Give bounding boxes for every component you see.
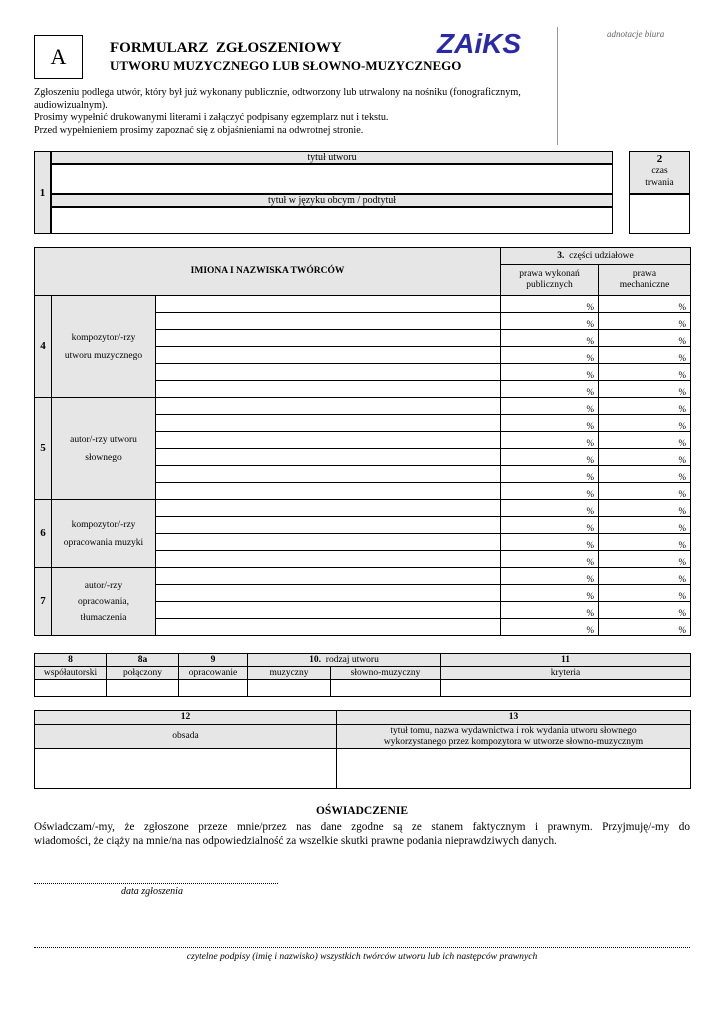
mechanical-share-input[interactable]: % bbox=[599, 330, 691, 347]
section-13-number: 13 bbox=[337, 711, 691, 725]
office-notes-label: adnotacje biura bbox=[607, 29, 665, 39]
performance-share-input[interactable]: % bbox=[501, 449, 599, 466]
name-input[interactable] bbox=[156, 296, 501, 313]
musical-label: muzyczny bbox=[248, 667, 331, 680]
performance-share-input[interactable]: % bbox=[501, 517, 599, 534]
co-authored-label: współautorski bbox=[35, 667, 107, 680]
group-5-number: 5 bbox=[35, 398, 52, 500]
mechanical-share-input[interactable]: % bbox=[599, 313, 691, 330]
source-input[interactable] bbox=[337, 749, 691, 789]
lyrical-musical-input[interactable] bbox=[331, 680, 441, 697]
signature-label: czytelne podpisy (imię i nazwisko) wszystkich twórców utworu lub ich następców prawnych bbox=[186, 951, 538, 962]
mechanical-share-input[interactable]: % bbox=[599, 551, 691, 568]
mechanical-share-input[interactable]: % bbox=[599, 602, 691, 619]
date-label: data zgłoszenia bbox=[121, 886, 183, 897]
signature-input[interactable] bbox=[34, 942, 690, 948]
name-input[interactable] bbox=[156, 330, 501, 347]
declaration-line: wiadomości, że ciąży na mnie/na nas odpowiedzialność za wszelkie skutki prawne podania nieprawdziwych danych. bbox=[34, 835, 557, 847]
form-letter-box bbox=[34, 35, 83, 79]
combined-label: połączony bbox=[107, 667, 179, 680]
intro-line: Zgłoszeniu podlega utwór, który był już wykonany publicznie, odtworzony lub utrwalony na nośniku (fonograficznym, bbox=[34, 87, 521, 98]
performance-share-input[interactable]: % bbox=[501, 381, 599, 398]
performance-share-input[interactable]: % bbox=[501, 432, 599, 449]
mechanical-share-input[interactable]: % bbox=[599, 432, 691, 449]
work-type-header: 10. rodzaj utworu bbox=[248, 654, 441, 667]
intro-text bbox=[34, 87, 521, 137]
performance-share-input[interactable]: % bbox=[501, 347, 599, 364]
combined-input[interactable] bbox=[107, 680, 179, 697]
form-title: FORMULARZ ZGŁOSZENIOWY bbox=[110, 40, 342, 56]
duration-label: czas bbox=[651, 166, 668, 176]
mechanical-share-input[interactable]: % bbox=[599, 568, 691, 585]
cast-and-source-table bbox=[34, 710, 691, 789]
name-input[interactable] bbox=[156, 313, 501, 330]
name-input[interactable] bbox=[156, 466, 501, 483]
group-5-label: autor/-rzy utworu słownego bbox=[52, 398, 156, 500]
form-letter: A bbox=[50, 44, 67, 69]
name-input[interactable] bbox=[156, 364, 501, 381]
shares-number: 3. bbox=[557, 250, 565, 261]
subtitle-label: tytuł w języku obcym / podtytuł bbox=[267, 195, 397, 206]
mechanical-share-input[interactable]: % bbox=[599, 534, 691, 551]
source-label: tytuł tomu, nazwa wydawnictwa i rok wydania utworu słownego wykorzystanego przez kompozytora w utworze słowno-muzycznym bbox=[337, 725, 691, 749]
performance-rights-header bbox=[501, 265, 599, 296]
name-input[interactable] bbox=[156, 398, 501, 415]
mechanical-share-input[interactable]: % bbox=[599, 296, 691, 313]
shares-label: części udziałowe bbox=[569, 250, 634, 261]
name-input[interactable] bbox=[156, 551, 501, 568]
name-input[interactable] bbox=[156, 381, 501, 398]
logo-text: ZAiKS bbox=[437, 28, 521, 59]
name-input[interactable] bbox=[156, 619, 501, 636]
section-2-number: 2 bbox=[656, 153, 663, 165]
mechanical-share-input[interactable]: % bbox=[599, 415, 691, 432]
mechanical-share-input[interactable]: % bbox=[599, 466, 691, 483]
musical-input[interactable] bbox=[248, 680, 331, 697]
creators-table bbox=[34, 247, 691, 636]
performance-share-input[interactable]: % bbox=[501, 602, 599, 619]
section-12-number: 12 bbox=[35, 711, 337, 725]
performance-share-input[interactable]: % bbox=[501, 415, 599, 432]
group-6-label: kompozytor/-rzy opracowania muzyki bbox=[52, 500, 156, 568]
name-input[interactable] bbox=[156, 415, 501, 432]
c9-number: 9 bbox=[179, 654, 248, 667]
performance-label: publicznych bbox=[526, 280, 573, 290]
form-subtitle: UTWORU MUZYCZNEGO LUB SŁOWNO-MUZYCZNEGO bbox=[110, 58, 462, 73]
group-4-number: 4 bbox=[35, 296, 52, 398]
mechanical-label: prawa bbox=[632, 269, 657, 280]
mechanical-share-input[interactable]: % bbox=[599, 619, 691, 636]
co-authored-input[interactable] bbox=[35, 680, 107, 697]
date-input[interactable] bbox=[34, 878, 278, 884]
lyrical-musical-label: słowno-muzyczny bbox=[331, 667, 441, 680]
cast-label: obsada bbox=[35, 725, 337, 749]
arrangement-input[interactable] bbox=[179, 680, 248, 697]
creators-header bbox=[35, 248, 501, 296]
group-7-label: autor/-rzy opracowania, tłumaczenia bbox=[52, 568, 156, 636]
section-1-number-cell bbox=[34, 151, 51, 234]
declaration-title: OŚWIADCZENIE bbox=[315, 805, 409, 817]
name-input[interactable] bbox=[156, 347, 501, 364]
subtitle-label-cell bbox=[51, 194, 613, 207]
intro-line: Przed wypełnieniem prosimy zapoznać się z objaśnieniami na odwrotnej stronie. bbox=[34, 124, 364, 136]
performance-share-input[interactable]: % bbox=[501, 568, 599, 585]
intro-line: audiowizualnym). bbox=[34, 99, 108, 111]
duration-input[interactable] bbox=[629, 194, 690, 234]
declaration-line: Oświadczam/-my, że zgłoszone przeze mnie/przez nas dane zgodne są ze stanem faktycznym i prawnym. Przyjmuję/-my do bbox=[34, 821, 690, 833]
mechanical-rights-header bbox=[599, 265, 691, 296]
name-input[interactable] bbox=[156, 585, 501, 602]
zaiks-logo bbox=[435, 26, 521, 59]
performance-share-input[interactable]: % bbox=[501, 364, 599, 381]
name-input[interactable] bbox=[156, 568, 501, 585]
title-input[interactable] bbox=[51, 164, 613, 194]
performance-share-input[interactable]: % bbox=[501, 585, 599, 602]
title-label-cell bbox=[51, 151, 613, 164]
performance-share-input[interactable]: % bbox=[501, 296, 599, 313]
name-input[interactable] bbox=[156, 534, 501, 551]
performance-share-input[interactable]: % bbox=[501, 551, 599, 568]
section-1-number: 1 bbox=[39, 186, 46, 199]
mechanical-share-input[interactable]: % bbox=[599, 449, 691, 466]
performance-share-input[interactable]: % bbox=[501, 483, 599, 500]
mechanical-share-input[interactable]: % bbox=[599, 364, 691, 381]
name-input[interactable] bbox=[156, 449, 501, 466]
mechanical-share-input[interactable]: % bbox=[599, 398, 691, 415]
creators-header-label: IMIONA I NAZWISKA TWÓRCÓW bbox=[190, 266, 345, 277]
shares-header bbox=[501, 248, 691, 265]
group-7-number: 7 bbox=[35, 568, 52, 636]
mechanical-share-input[interactable]: % bbox=[599, 500, 691, 517]
c8a-number: 8a bbox=[107, 654, 179, 667]
group-6-number: 6 bbox=[35, 500, 52, 568]
mechanical-share-input[interactable]: % bbox=[599, 585, 691, 602]
performance-label: prawa wykonań bbox=[519, 269, 580, 280]
c8-number: 8 bbox=[35, 654, 107, 667]
title-label: tytuł utworu bbox=[307, 152, 357, 163]
subtitle-input[interactable] bbox=[51, 207, 613, 234]
performance-share-input[interactable]: % bbox=[501, 330, 599, 347]
arrangement-label: opracowanie bbox=[179, 667, 248, 680]
criteria-label: kryteria bbox=[441, 667, 691, 680]
criteria-input[interactable] bbox=[441, 680, 691, 697]
name-input[interactable] bbox=[156, 602, 501, 619]
group-4-label: kompozytor/-rzy utworu muzycznego bbox=[52, 296, 156, 398]
duration-label-cell bbox=[629, 151, 690, 194]
performance-share-input[interactable]: % bbox=[501, 466, 599, 483]
name-input[interactable] bbox=[156, 483, 501, 500]
declaration-text bbox=[34, 820, 690, 848]
performance-share-input[interactable]: % bbox=[501, 500, 599, 517]
cast-input[interactable] bbox=[35, 749, 337, 789]
intro-line: Prosimy wypełnić drukowanymi literami i załączyć podpisany egzemplarz nut i tekstu. bbox=[34, 112, 389, 123]
office-notes-divider bbox=[557, 27, 558, 145]
c11-number: 11 bbox=[441, 654, 691, 667]
performance-share-input[interactable]: % bbox=[501, 398, 599, 415]
mechanical-share-input[interactable]: % bbox=[599, 347, 691, 364]
name-input[interactable] bbox=[156, 432, 501, 449]
performance-share-input[interactable]: % bbox=[501, 313, 599, 330]
name-input[interactable] bbox=[156, 500, 501, 517]
mechanical-share-input[interactable]: % bbox=[599, 517, 691, 534]
name-input[interactable] bbox=[156, 517, 501, 534]
duration-label: trwania bbox=[645, 178, 674, 188]
performance-share-input[interactable]: % bbox=[501, 534, 599, 551]
performance-share-input[interactable]: % bbox=[501, 619, 599, 636]
mechanical-share-input[interactable]: % bbox=[599, 381, 691, 398]
mechanical-share-input[interactable]: % bbox=[599, 483, 691, 500]
mechanical-label: mechaniczne bbox=[619, 280, 670, 290]
classification-table bbox=[34, 653, 691, 697]
